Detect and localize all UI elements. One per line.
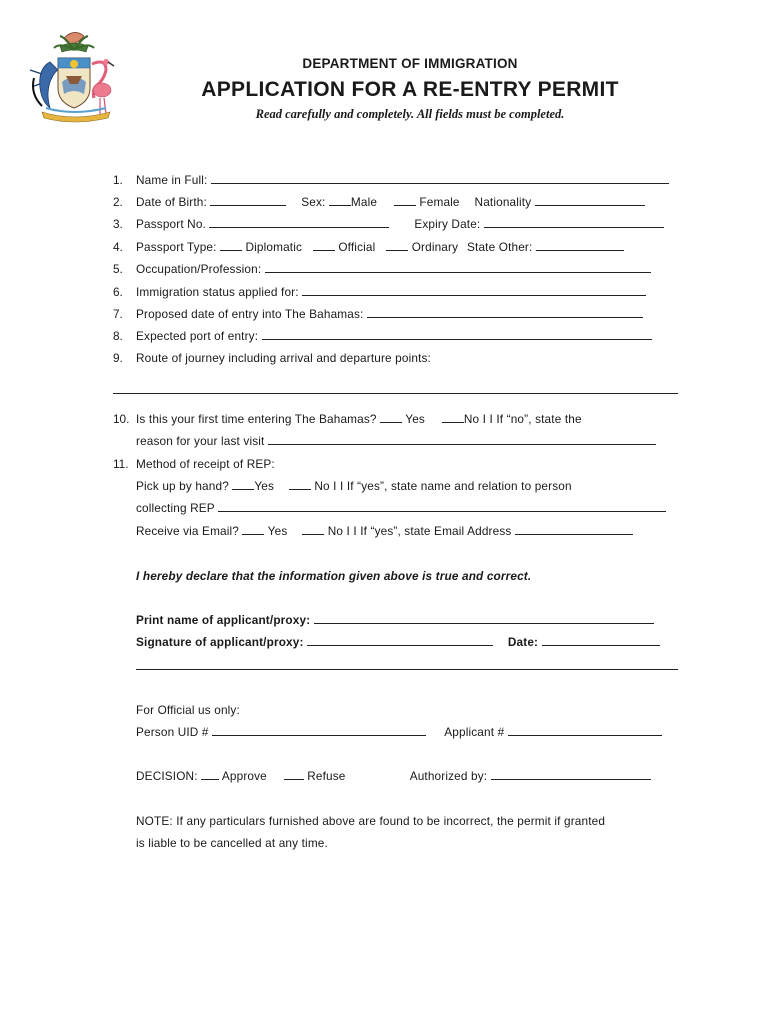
method-of-receipt-row bbox=[136, 456, 678, 472]
person-uid-label: Person UID # bbox=[136, 725, 209, 739]
route-of-journey-field[interactable] bbox=[113, 393, 678, 394]
decision-row bbox=[136, 768, 678, 784]
bahamas-coat-of-arms-icon bbox=[20, 28, 128, 126]
name-in-full-label: Name in Full: bbox=[136, 173, 208, 187]
email-row bbox=[136, 523, 678, 539]
occupation-row bbox=[136, 261, 678, 277]
pickup-row bbox=[136, 478, 678, 494]
occupation-field[interactable] bbox=[265, 261, 651, 273]
nationality-label: Nationality bbox=[474, 195, 532, 209]
immigration-status-label: Immigration status applied for: bbox=[136, 285, 299, 299]
port-of-entry-label: Expected port of entry: bbox=[136, 329, 259, 343]
email-no-label: No I I If “yes”, state Email Address bbox=[327, 524, 512, 538]
date-of-birth-label: Date of Birth: bbox=[136, 195, 207, 209]
approve-field[interactable] bbox=[201, 768, 219, 780]
first-time-no-field[interactable] bbox=[442, 411, 464, 423]
proposed-entry-date-row bbox=[136, 306, 678, 322]
pickup-yes-field[interactable] bbox=[232, 478, 254, 490]
pickup-no-field[interactable] bbox=[289, 478, 311, 490]
print-name-row bbox=[136, 612, 678, 628]
diplomatic-checkbox-field[interactable] bbox=[220, 239, 242, 251]
last-visit-field[interactable] bbox=[268, 433, 656, 445]
official-checkbox-field[interactable] bbox=[313, 239, 335, 251]
signature-extra-line[interactable] bbox=[136, 669, 678, 670]
signature-date-field[interactable] bbox=[542, 634, 660, 646]
last-visit-label: reason for your last visit bbox=[136, 434, 265, 448]
proposed-entry-date-label: Proposed date of entry into The Bahamas: bbox=[136, 307, 364, 321]
male-label: Male bbox=[350, 195, 378, 209]
applicant-number-label: Applicant # bbox=[444, 725, 505, 739]
pickup-label: Pick up by hand? bbox=[136, 479, 229, 493]
date-of-birth-field[interactable] bbox=[210, 194, 286, 206]
immigration-status-field[interactable] bbox=[302, 284, 646, 296]
female-label: Female bbox=[419, 195, 460, 209]
uid-row bbox=[136, 724, 678, 740]
form-title: APPLICATION FOR A RE-ENTRY PERMIT bbox=[201, 78, 619, 101]
item-number: 6. bbox=[113, 285, 123, 299]
passport-number-row bbox=[136, 216, 678, 232]
female-checkbox-field[interactable] bbox=[394, 194, 416, 206]
item-number: 1. bbox=[113, 173, 123, 187]
ordinary-label: Ordinary bbox=[411, 240, 459, 254]
print-name-field[interactable] bbox=[314, 612, 654, 624]
refuse-field[interactable] bbox=[284, 768, 304, 780]
authorized-by-field[interactable] bbox=[491, 768, 651, 780]
method-of-receipt-label: Method of receipt of REP: bbox=[136, 457, 275, 471]
sex-label: Sex: bbox=[301, 195, 326, 209]
nationality-field[interactable] bbox=[535, 194, 645, 206]
passport-type-row bbox=[136, 239, 678, 255]
port-of-entry-row bbox=[136, 328, 678, 344]
email-label: Receive via Email? bbox=[136, 524, 240, 538]
proposed-entry-date-field[interactable] bbox=[367, 306, 643, 318]
route-of-journey-row bbox=[136, 350, 678, 366]
passport-number-field[interactable] bbox=[209, 216, 389, 228]
state-other-field[interactable] bbox=[536, 239, 624, 251]
collecting-rep-row bbox=[136, 500, 678, 516]
passport-number-label: Passport No. bbox=[136, 217, 206, 231]
collecting-rep-field[interactable] bbox=[218, 500, 666, 512]
date-label: Date: bbox=[507, 635, 539, 649]
pickup-no-label: No I I If “yes”, state name and relation to person bbox=[314, 479, 572, 493]
decision-label: DECISION: bbox=[136, 769, 198, 783]
signature-field[interactable] bbox=[307, 634, 493, 646]
immigration-status-row bbox=[136, 284, 678, 300]
declaration-text: I hereby declare that the information given above is true and correct. bbox=[136, 569, 532, 583]
ordinary-checkbox-field[interactable] bbox=[386, 239, 408, 251]
collecting-rep-label: collecting REP bbox=[136, 501, 215, 515]
diplomatic-label: Diplomatic bbox=[245, 240, 303, 254]
authorized-by-label: Authorized by: bbox=[409, 769, 488, 783]
occupation-label: Occupation/Profession: bbox=[136, 262, 262, 276]
person-uid-field[interactable] bbox=[212, 724, 426, 736]
email-yes-field[interactable] bbox=[242, 523, 264, 535]
first-time-yes-label: Yes bbox=[405, 412, 425, 426]
signature-label: Signature of applicant/proxy: bbox=[136, 635, 304, 649]
item-number: 10. bbox=[113, 412, 130, 426]
print-name-label: Print name of applicant/proxy: bbox=[136, 613, 311, 627]
official-label: Official bbox=[338, 240, 376, 254]
last-visit-row bbox=[136, 433, 678, 449]
item-number: 4. bbox=[113, 240, 123, 254]
item-number: 8. bbox=[113, 329, 123, 343]
item-number: 2. bbox=[113, 195, 123, 209]
applicant-number-field[interactable] bbox=[508, 724, 662, 736]
email-address-field[interactable] bbox=[515, 523, 633, 535]
expiry-date-label: Expiry Date: bbox=[414, 217, 481, 231]
note-line-1: NOTE: If any particulars furnished above are found to be incorrect, the permit if granted bbox=[136, 814, 606, 828]
name-in-full-row bbox=[136, 172, 678, 188]
official-use-heading: For Official us only: bbox=[136, 703, 240, 717]
first-time-yes-field[interactable] bbox=[380, 411, 402, 423]
form-instructions: Read carefully and completely. All fields must be completed. bbox=[255, 107, 565, 121]
pickup-yes-label: Yes bbox=[254, 479, 275, 493]
email-no-field[interactable] bbox=[302, 523, 324, 535]
item-number: 9. bbox=[113, 351, 123, 365]
first-time-no-label: No I I If “no”, state the bbox=[463, 412, 582, 426]
state-other-label: State Other: bbox=[467, 240, 533, 254]
expiry-date-field[interactable] bbox=[484, 216, 664, 228]
item-number: 5. bbox=[113, 262, 123, 276]
route-of-journey-label: Route of journey including arrival and departure points: bbox=[136, 351, 431, 365]
note-line-2: is liable to be cancelled at any time. bbox=[136, 836, 328, 850]
refuse-label: Refuse bbox=[307, 769, 346, 783]
first-time-label: Is this your first time entering The Bahamas? bbox=[136, 412, 377, 426]
item-number: 11. bbox=[113, 457, 129, 471]
approve-label: Approve bbox=[221, 769, 267, 783]
department-name: DEPARTMENT OF IMMIGRATION bbox=[302, 56, 518, 71]
date-of-birth-row bbox=[136, 194, 678, 210]
first-time-row bbox=[136, 411, 678, 427]
item-number: 3. bbox=[113, 217, 123, 231]
email-yes-label: Yes bbox=[267, 524, 288, 538]
male-checkbox-field[interactable] bbox=[329, 194, 351, 206]
port-of-entry-field[interactable] bbox=[262, 328, 652, 340]
item-number: 7. bbox=[113, 307, 123, 321]
passport-type-label: Passport Type: bbox=[136, 240, 217, 254]
name-in-full-field[interactable] bbox=[211, 172, 669, 184]
signature-row bbox=[136, 634, 678, 650]
